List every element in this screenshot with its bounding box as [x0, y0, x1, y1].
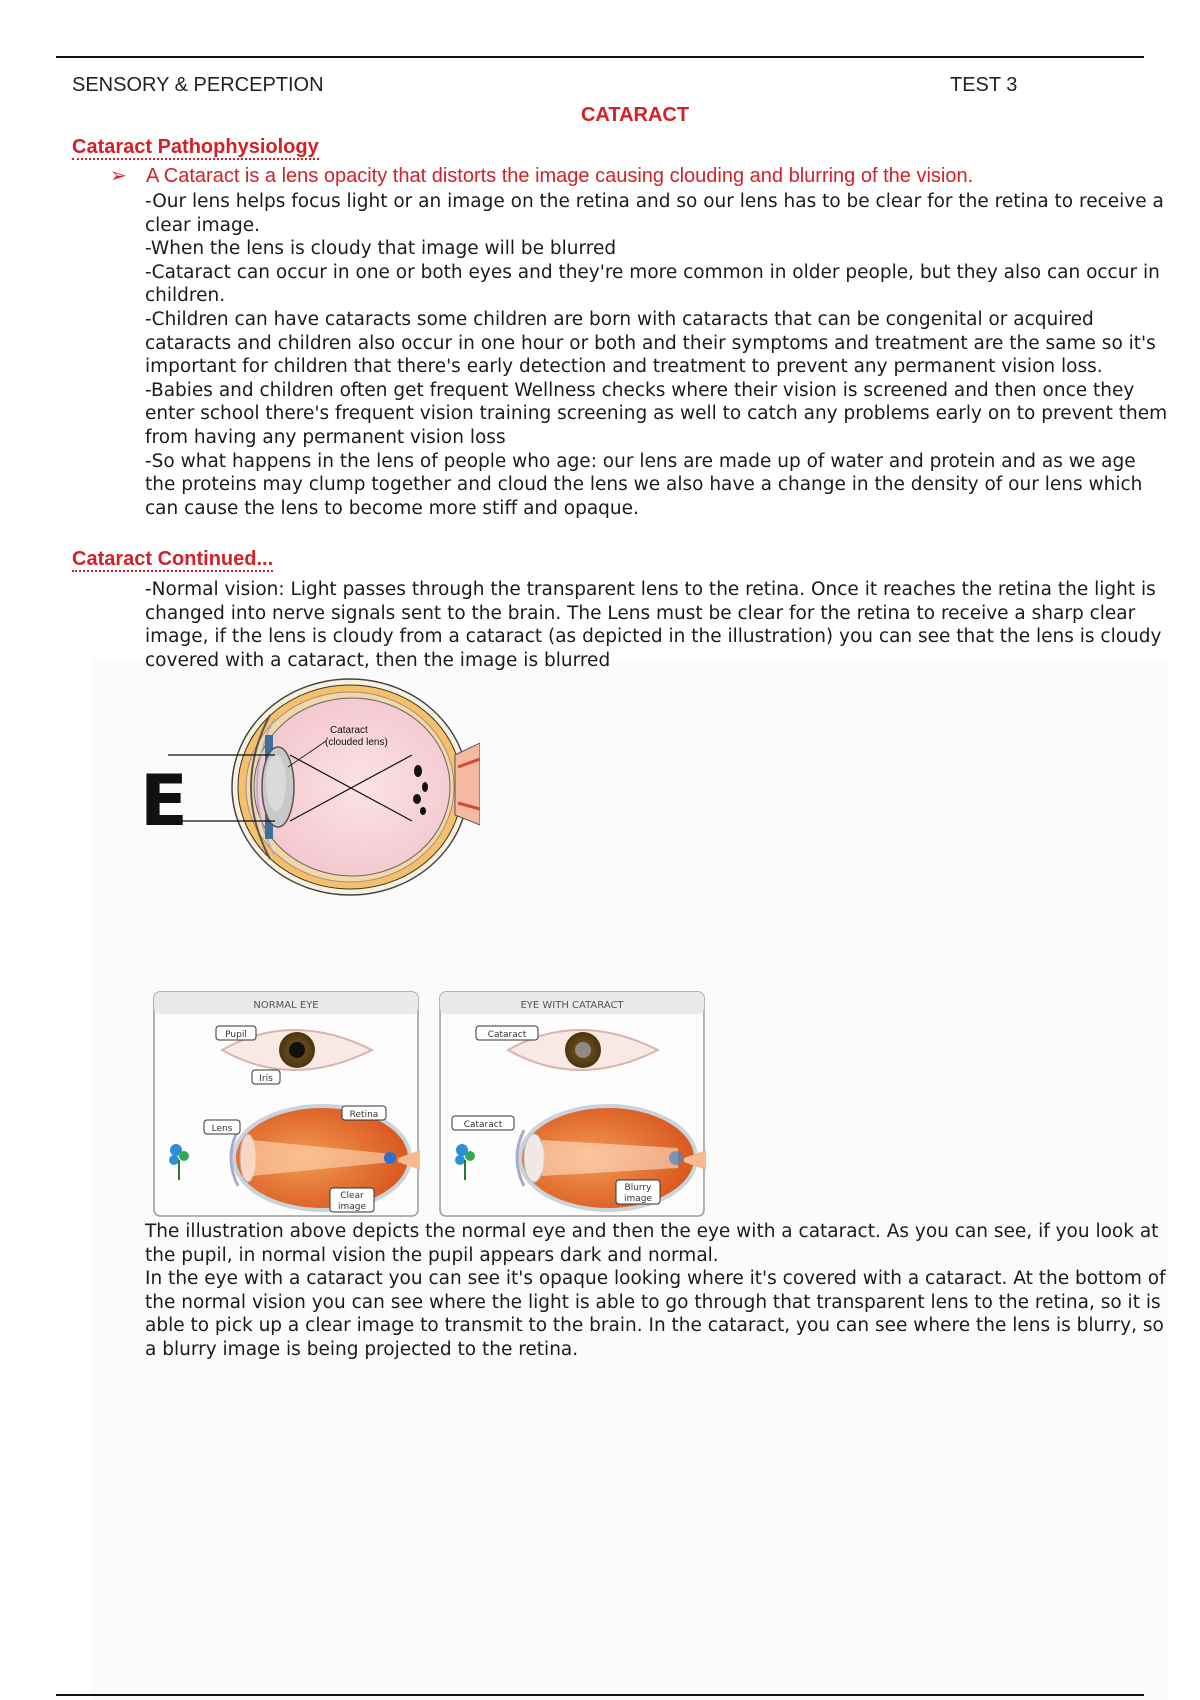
label-cataract-side: Cataract [463, 1120, 503, 1130]
label-cataract-top: Cataract [487, 1030, 527, 1040]
header-course: SENSORY & PERCEPTION [72, 74, 324, 96]
paragraph: -So what happens in the lens of people who age: our lens are made up of water and protein and as we age the proteins may clump together and cloud the lens we also have a change in the density of our lens which can cause the lens to become more stiff and opaque. [145, 450, 1143, 519]
section-heading-continued: Cataract Continued... [72, 548, 274, 570]
label-lens: Lens [211, 1124, 233, 1134]
header-test: TEST 3 [950, 74, 1018, 96]
optic-nerve [455, 743, 480, 825]
eye-comparison-figure [152, 990, 708, 1218]
normal-eye-title: NORMAL EYE [253, 1000, 319, 1011]
paragraph: -Cataract can occur in one or both eyes and they're more common in older people, but they also can occur in children. [145, 261, 1160, 307]
cataract-label-line2: (clouded lens) [325, 737, 388, 748]
section-heading-pathophysiology: Cataract Pathophysiology [72, 136, 319, 158]
label-blurry-line1: Blurry [624, 1183, 652, 1193]
bottom-rule [56, 1694, 1144, 1696]
bullet-definition [110, 163, 973, 188]
paragraph: -Normal vision: Light passes through the transparent lens to the retina. Once it reaches the retina the light is changed into nerve signals sent to the brain. The Lens must be clear for the retina to receive a sharp clear image, if the lens is cloudy from a cataract (as depicted in the illustration) you can see that the lens is cloudy covered with a cataract, then the image is blurred [145, 579, 1162, 671]
cataract-cloudy-pupil [575, 1042, 591, 1058]
arrow-bullet-icon: ➢ [110, 165, 127, 187]
paragraph: -Children can have cataracts some children are born with cataracts that can be congenital or acquired cataracts and children also occur in one hour or both and their symptoms and treatment are the same so it's important for children that there's early detection and treatment to prevent any permanent vision loss. [145, 308, 1156, 378]
label-blurry-line2: image [623, 1194, 653, 1204]
caption-line: The illustration above depicts the normal eye and then the eye with a cataract. As you can see, if you look at the pupil, in normal vision the pupil appears dark and normal. [145, 1221, 1159, 1266]
cataract-label-line1: Cataract [330, 725, 368, 736]
pathophysiology-body [145, 190, 1170, 520]
continued-body [145, 578, 1170, 672]
top-rule [56, 56, 1144, 58]
normal-clear-image [384, 1152, 396, 1164]
cataract-blurry-image [669, 1151, 683, 1165]
paragraph: -Our lens helps focus light or an image on the retina and so our lens has to be clear for the retina to receive a clear image. [145, 191, 1164, 236]
paragraph: -Babies and children often get frequent Wellness checks where their vision is screened and then once they enter school there's frequent vision training screening as well to catch any problems early on to prevent them from having any permanent vision loss [145, 379, 1168, 448]
cataract-eye-panel [440, 992, 706, 1216]
bullet-definition-text: A Cataract is a lens opacity that distorts the image causing clouding and blurring of the vision. [146, 165, 974, 187]
normal-pupil [289, 1042, 305, 1058]
letter-e-figure: E [140, 760, 188, 842]
paragraph: -When the lens is cloudy that image will be blurred [145, 238, 617, 260]
page-title: CATARACT [580, 104, 690, 126]
eye-cross-section-figure [140, 675, 480, 905]
figure-caption [145, 1220, 1170, 1362]
label-iris: Iris [259, 1074, 273, 1084]
cataract-eye-title: EYE WITH CATARACT [520, 1000, 624, 1011]
label-pupil: Pupil [225, 1030, 247, 1040]
cataract-cloudy-lens [524, 1134, 544, 1182]
normal-eye-panel [154, 992, 420, 1216]
label-clear-line2: image [337, 1202, 367, 1212]
caption-line: In the eye with a cataract you can see it's opaque looking where it's covered with a cataract. At the bottom of the normal vision you can see where the light is able to go through that transparent lens to the retina, so it is able to pick up a clear image to transmit to the brain. In the cataract, you can see where the lens is blurry, so a blurry image is being projected to the retina. [145, 1268, 1166, 1360]
label-retina: Retina [349, 1110, 379, 1120]
label-clear-line1: Clear [340, 1191, 364, 1201]
